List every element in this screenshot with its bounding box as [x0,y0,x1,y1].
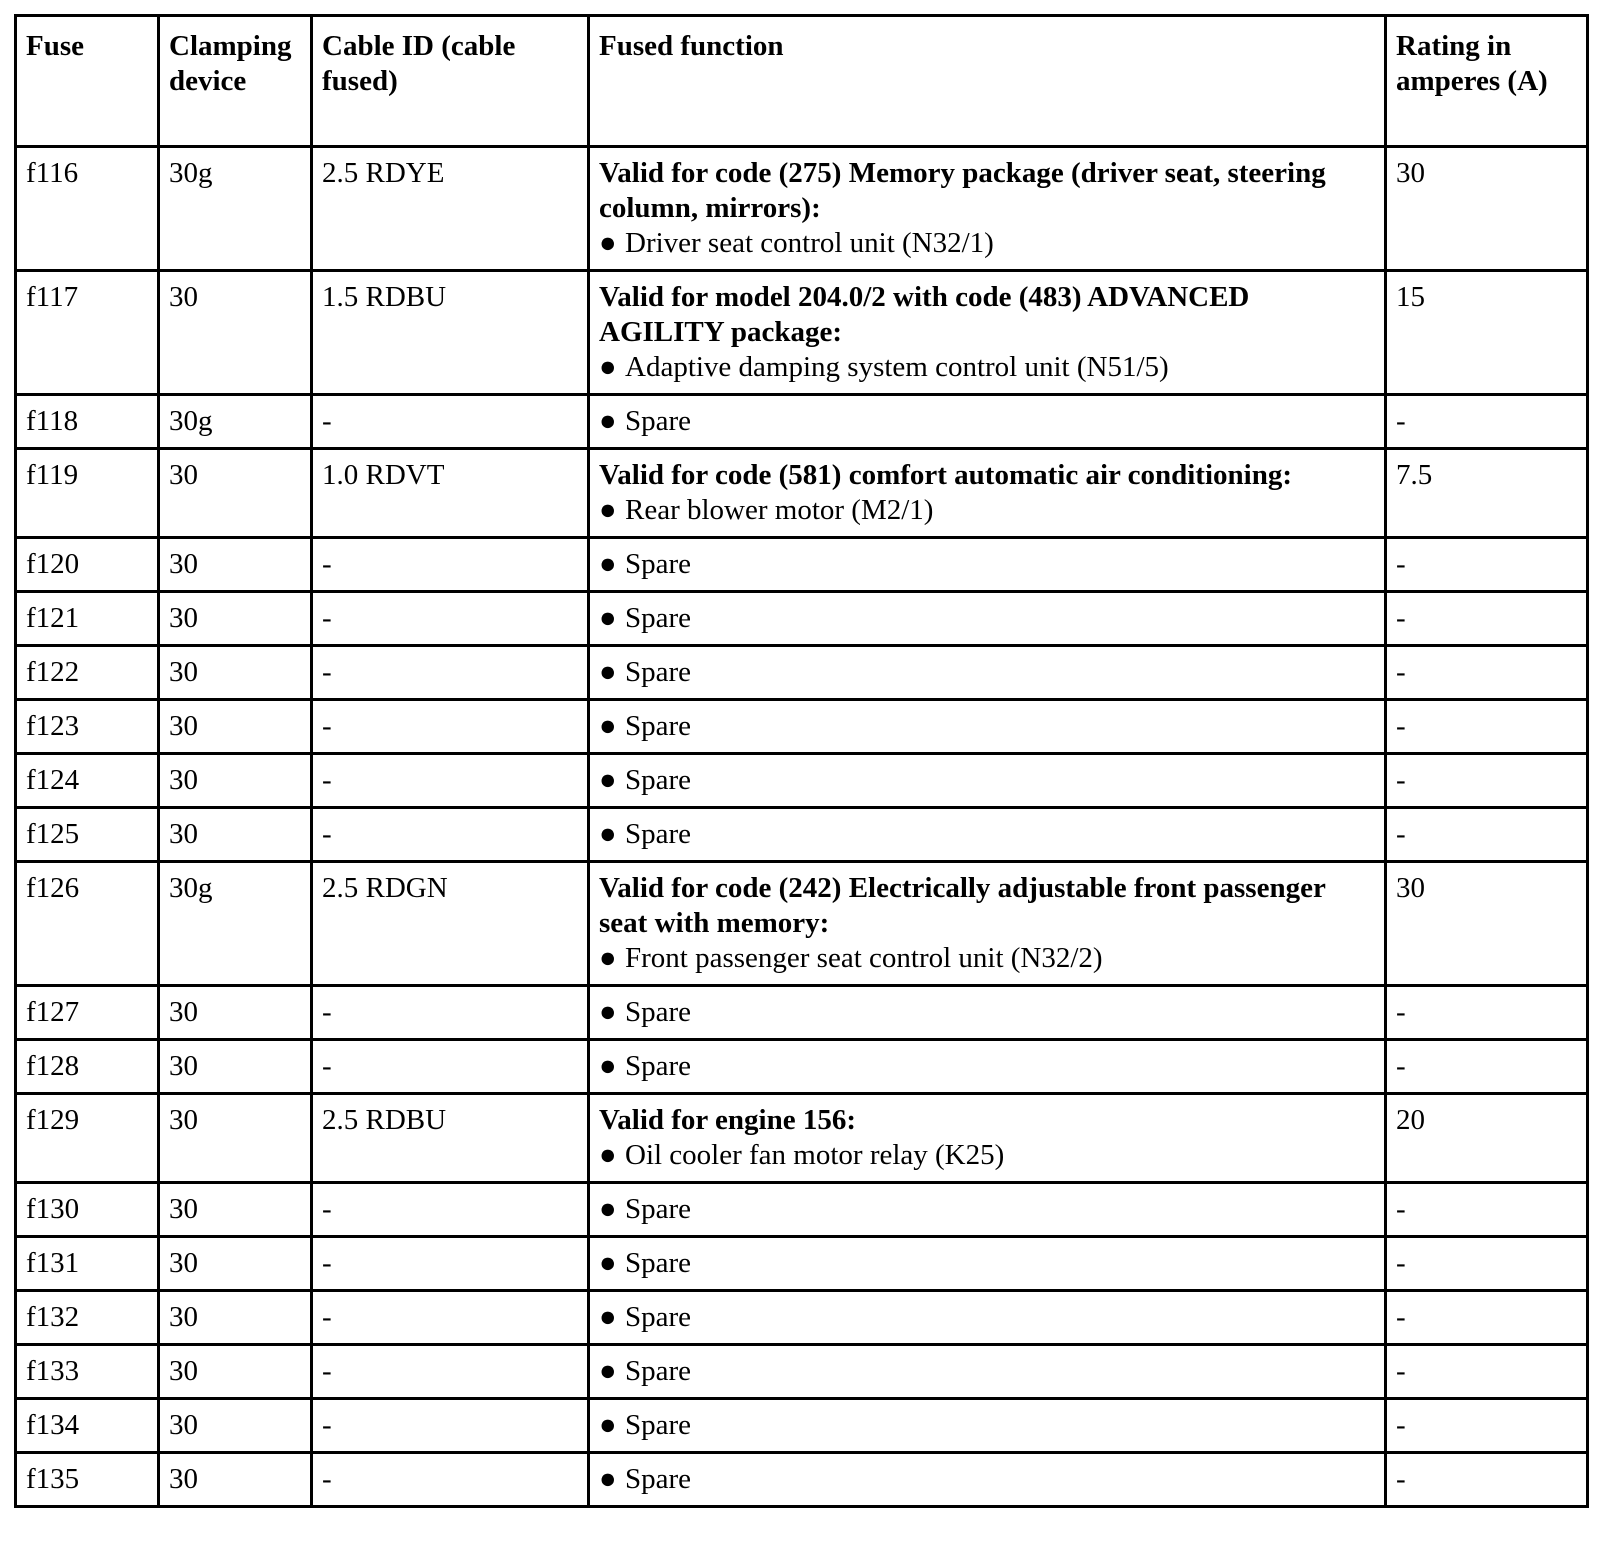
header-rating: Rating in amperes (A) [1386,16,1588,147]
function-text: Oil cooler fan motor relay (K25) [625,1139,1005,1171]
table-row [16,449,1588,538]
cell-fuse: f122 [16,646,159,700]
cell-clamping-device: 30 [159,1183,312,1237]
cell-cable-id: - [312,1183,589,1237]
cell-fuse: f133 [16,1345,159,1399]
function-item [599,547,1376,582]
function-item [599,763,1376,798]
bullet-icon: ● [599,1050,617,1082]
table-row [16,592,1588,646]
cell-rating: - [1386,700,1588,754]
function-text: Spare [625,1463,692,1495]
cell-cable-id: - [312,808,589,862]
table-row [16,1183,1588,1237]
bullet-icon: ● [599,710,617,742]
cell-fuse: f125 [16,808,159,862]
cell-fused-function [589,271,1386,395]
cell-clamping-device: 30 [159,1094,312,1183]
cell-fuse: f128 [16,1040,159,1094]
table-row [16,646,1588,700]
cell-cable-id: - [312,754,589,808]
cell-fused-function [589,700,1386,754]
function-item [599,817,1376,852]
function-item [599,709,1376,744]
cell-clamping-device: 30 [159,1399,312,1453]
cell-cable-id: 2.5 RDYE [312,147,589,271]
cell-fused-function [589,449,1386,538]
cell-rating: - [1386,538,1588,592]
cell-fuse: f119 [16,449,159,538]
cell-fuse: f127 [16,986,159,1040]
cell-fused-function [589,1345,1386,1399]
function-condition: Valid for model 204.0/2 with code (483) ADVANCED AGILITY package: [599,281,1250,348]
function-item [599,655,1376,690]
cell-cable-id: - [312,538,589,592]
bullet-icon: ● [599,1463,617,1495]
cell-clamping-device: 30 [159,808,312,862]
cell-clamping-device: 30 [159,986,312,1040]
table-row [16,754,1588,808]
cell-clamping-device: 30g [159,395,312,449]
cell-fuse: f132 [16,1291,159,1345]
cell-rating: - [1386,754,1588,808]
function-item [599,1192,1376,1227]
cell-fused-function [589,1183,1386,1237]
cell-fuse: f118 [16,395,159,449]
table-row [16,271,1588,395]
function-item [599,1246,1376,1281]
header-cable-id: Cable ID (cable fused) [312,16,589,147]
bullet-icon: ● [599,764,617,796]
cell-fused-function [589,1453,1386,1507]
cell-rating: - [1386,1453,1588,1507]
function-item [599,1354,1376,1389]
function-item [599,941,1376,976]
bullet-icon: ● [599,1193,617,1225]
header-fused-function: Fused function [589,16,1386,147]
cell-rating: 20 [1386,1094,1588,1183]
function-text: Spare [625,602,692,634]
table-header [16,16,1588,147]
cell-fused-function [589,1040,1386,1094]
cell-clamping-device: 30 [159,449,312,538]
bullet-icon: ● [599,351,617,383]
function-text: Spare [625,996,692,1028]
cell-rating: - [1386,1237,1588,1291]
function-item [599,1462,1376,1497]
cell-fuse: f123 [16,700,159,754]
function-text: Spare [625,1409,692,1441]
cell-fuse: f126 [16,862,159,986]
cell-clamping-device: 30 [159,754,312,808]
function-item [599,1049,1376,1084]
cell-fused-function [589,808,1386,862]
cell-fuse: f135 [16,1453,159,1507]
cell-rating: - [1386,1345,1588,1399]
cell-fused-function [589,147,1386,271]
cell-cable-id: - [312,1453,589,1507]
function-item [599,601,1376,636]
cell-fuse: f124 [16,754,159,808]
function-item [599,226,1376,261]
cell-fuse: f117 [16,271,159,395]
bullet-icon: ● [599,1301,617,1333]
cell-fused-function [589,1094,1386,1183]
function-text: Spare [625,818,692,850]
bullet-icon: ● [599,1409,617,1441]
cell-rating: 30 [1386,862,1588,986]
cell-fuse: f134 [16,1399,159,1453]
table-row [16,538,1588,592]
cell-fuse: f129 [16,1094,159,1183]
function-text: Spare [625,1355,692,1387]
cell-fused-function [589,395,1386,449]
function-text: Driver seat control unit (N32/1) [625,227,994,259]
cell-clamping-device: 30 [159,1237,312,1291]
cell-clamping-device: 30 [159,1291,312,1345]
bullet-icon: ● [599,656,617,688]
function-condition: Valid for engine 156: [599,1104,856,1136]
cell-cable-id: - [312,1345,589,1399]
cell-fused-function [589,1399,1386,1453]
cell-cable-id: - [312,646,589,700]
function-item [599,1300,1376,1335]
table-row [16,1453,1588,1507]
cell-cable-id: - [312,395,589,449]
cell-fuse: f116 [16,147,159,271]
cell-clamping-device: 30 [159,1453,312,1507]
function-text: Rear blower motor (M2/1) [625,494,934,526]
table-row [16,147,1588,271]
cell-cable-id: - [312,1291,589,1345]
function-text: Spare [625,1193,692,1225]
function-item [599,1138,1376,1173]
cell-cable-id: 2.5 RDGN [312,862,589,986]
cell-rating: - [1386,1040,1588,1094]
bullet-icon: ● [599,1139,617,1171]
bullet-icon: ● [599,942,617,974]
cell-rating: 30 [1386,147,1588,271]
function-item [599,493,1376,528]
function-text: Spare [625,548,692,580]
table-row [16,1345,1588,1399]
cell-clamping-device: 30g [159,147,312,271]
cell-cable-id: - [312,592,589,646]
cell-rating: - [1386,1183,1588,1237]
cell-fused-function [589,592,1386,646]
bullet-icon: ● [599,548,617,580]
cell-rating: - [1386,808,1588,862]
cell-cable-id: - [312,986,589,1040]
cell-cable-id: 1.5 RDBU [312,271,589,395]
table-row [16,395,1588,449]
cell-rating: - [1386,646,1588,700]
function-condition: Valid for code (581) comfort automatic air conditioning: [599,459,1292,491]
bullet-icon: ● [599,818,617,850]
cell-fuse: f130 [16,1183,159,1237]
function-item [599,404,1376,439]
bullet-icon: ● [599,405,617,437]
cell-fused-function [589,862,1386,986]
cell-fused-function [589,1291,1386,1345]
bullet-icon: ● [599,1247,617,1279]
table-row [16,808,1588,862]
cell-rating: 7.5 [1386,449,1588,538]
bullet-icon: ● [599,1355,617,1387]
cell-clamping-device: 30 [159,592,312,646]
function-text: Spare [625,764,692,796]
table-row [16,1399,1588,1453]
cell-clamping-device: 30 [159,538,312,592]
fuse-table [14,14,1589,1508]
function-text: Adaptive damping system control unit (N51/5) [625,351,1169,383]
table-row [16,986,1588,1040]
cell-clamping-device: 30 [159,271,312,395]
table-row [16,700,1588,754]
cell-fused-function [589,754,1386,808]
cell-rating: - [1386,986,1588,1040]
function-text: Spare [625,405,692,437]
cell-clamping-device: 30 [159,1040,312,1094]
cell-cable-id: - [312,1040,589,1094]
table-body [16,147,1588,1507]
cell-clamping-device: 30g [159,862,312,986]
cell-fuse: f131 [16,1237,159,1291]
cell-cable-id: 1.0 RDVT [312,449,589,538]
cell-clamping-device: 30 [159,1345,312,1399]
cell-clamping-device: 30 [159,700,312,754]
table-row [16,1237,1588,1291]
function-text: Spare [625,1247,692,1279]
table-row [16,1094,1588,1183]
cell-fuse: f120 [16,538,159,592]
bullet-icon: ● [599,227,617,259]
cell-rating: - [1386,1291,1588,1345]
function-text: Spare [625,710,692,742]
function-item [599,995,1376,1030]
function-condition: Valid for code (242) Electrically adjustable front passenger seat with memory: [599,872,1326,939]
function-condition: Valid for code (275) Memory package (driver seat, steering column, mirrors): [599,157,1326,224]
cell-rating: 15 [1386,271,1588,395]
cell-cable-id: - [312,1237,589,1291]
cell-cable-id: 2.5 RDBU [312,1094,589,1183]
table-row [16,1291,1588,1345]
header-clamping-device: Clamping device [159,16,312,147]
cell-rating: - [1386,395,1588,449]
function-item [599,1408,1376,1443]
cell-fused-function [589,538,1386,592]
cell-fuse: f121 [16,592,159,646]
cell-clamping-device: 30 [159,646,312,700]
function-text: Front passenger seat control unit (N32/2) [625,942,1103,974]
header-fuse: Fuse [16,16,159,147]
bullet-icon: ● [599,602,617,634]
table-row [16,1040,1588,1094]
bullet-icon: ● [599,996,617,1028]
cell-fused-function [589,1237,1386,1291]
header-row [16,16,1588,147]
function-item [599,350,1376,385]
function-text: Spare [625,1301,692,1333]
bullet-icon: ● [599,494,617,526]
cell-fused-function [589,986,1386,1040]
cell-fused-function [589,646,1386,700]
function-text: Spare [625,1050,692,1082]
cell-cable-id: - [312,1399,589,1453]
cell-rating: - [1386,592,1588,646]
table-row [16,862,1588,986]
cell-rating: - [1386,1399,1588,1453]
function-text: Spare [625,656,692,688]
cell-cable-id: - [312,700,589,754]
